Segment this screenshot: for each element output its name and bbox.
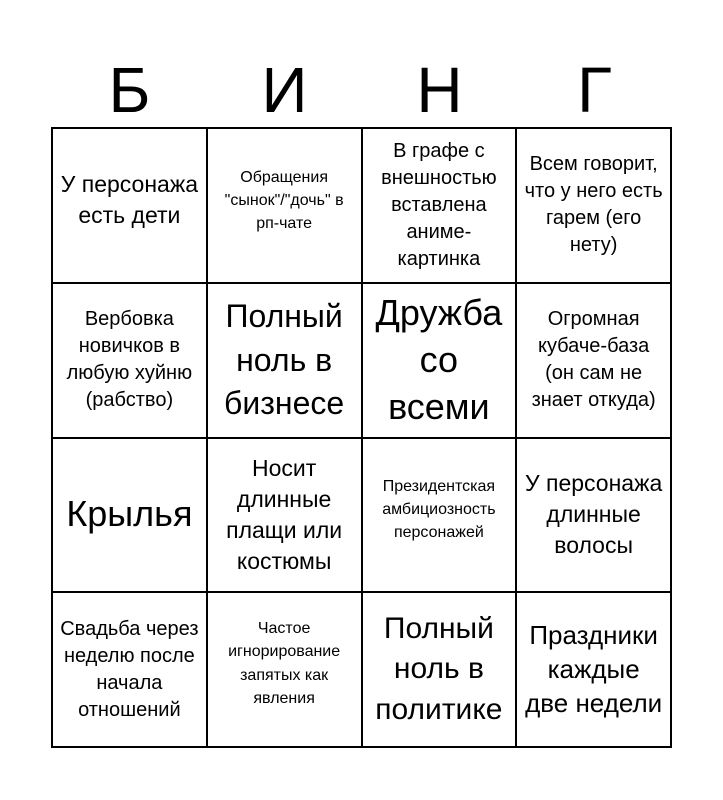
bingo-cell-text: У персонажа есть дети: [60, 171, 198, 229]
bingo-cell[interactable]: [517, 129, 672, 284]
bingo-cell[interactable]: [363, 129, 518, 284]
bingo-cell[interactable]: [53, 284, 208, 439]
bingo-cell[interactable]: [208, 439, 363, 594]
bingo-cell[interactable]: [208, 284, 363, 439]
bingo-cell[interactable]: [517, 593, 672, 748]
bingo-cell-text: Носит длинные плащи или костюмы: [226, 454, 343, 574]
bingo-cell[interactable]: [53, 129, 208, 284]
bingo-cell-text: Огромная кубаче-база (он сам не знает откуда): [531, 308, 656, 412]
bingo-cell[interactable]: [363, 284, 518, 439]
bingo-cell-text: Обращения "сынок"/"дочь" в рп-чате: [224, 168, 344, 232]
header-letter-n: Н: [416, 54, 463, 126]
bingo-cell[interactable]: [208, 129, 363, 284]
bingo-cell[interactable]: [517, 284, 672, 439]
bingo-cell-text: Полный ноль в бизнесе: [224, 298, 345, 421]
header-letter-b: Б: [108, 54, 151, 126]
bingo-cell[interactable]: [53, 593, 208, 748]
bingo-cell-text: Крылья: [66, 493, 193, 535]
bingo-cell-text: Полный ноль в политике: [375, 611, 503, 726]
header-letter-g: Г: [577, 54, 612, 126]
bingo-cell[interactable]: [53, 439, 208, 594]
bingo-cell[interactable]: [517, 439, 672, 594]
bingo-cell[interactable]: [363, 593, 518, 748]
bingo-cell-text: У персонажа длинные волосы: [524, 470, 663, 559]
bingo-cell-text: Вербовка новичков в любую хуйню (рабство): [66, 308, 193, 412]
bingo-cell-text: Президентская амбициозность персонажей: [382, 478, 496, 542]
bingo-cell-text: Частое игнорирование запятых как явления: [228, 620, 341, 707]
bingo-cell-text: Праздники каждые две недели: [525, 619, 663, 718]
bingo-cell-text: Свадьба через неделю после начала отношений: [60, 617, 199, 721]
header-letter-i: И: [261, 54, 308, 126]
bingo-header: [52, 52, 672, 128]
bingo-cell-text: В графе с внешностью вставлена аниме-картинка: [381, 139, 497, 270]
bingo-cell[interactable]: [363, 439, 518, 594]
bingo-cell[interactable]: [208, 593, 363, 748]
bingo-board: [51, 127, 672, 748]
bingo-cell-text: Дружба со всеми: [375, 291, 503, 427]
bingo-cell-text: Всем говорит, что у него есть гарем (его нету): [524, 153, 663, 257]
